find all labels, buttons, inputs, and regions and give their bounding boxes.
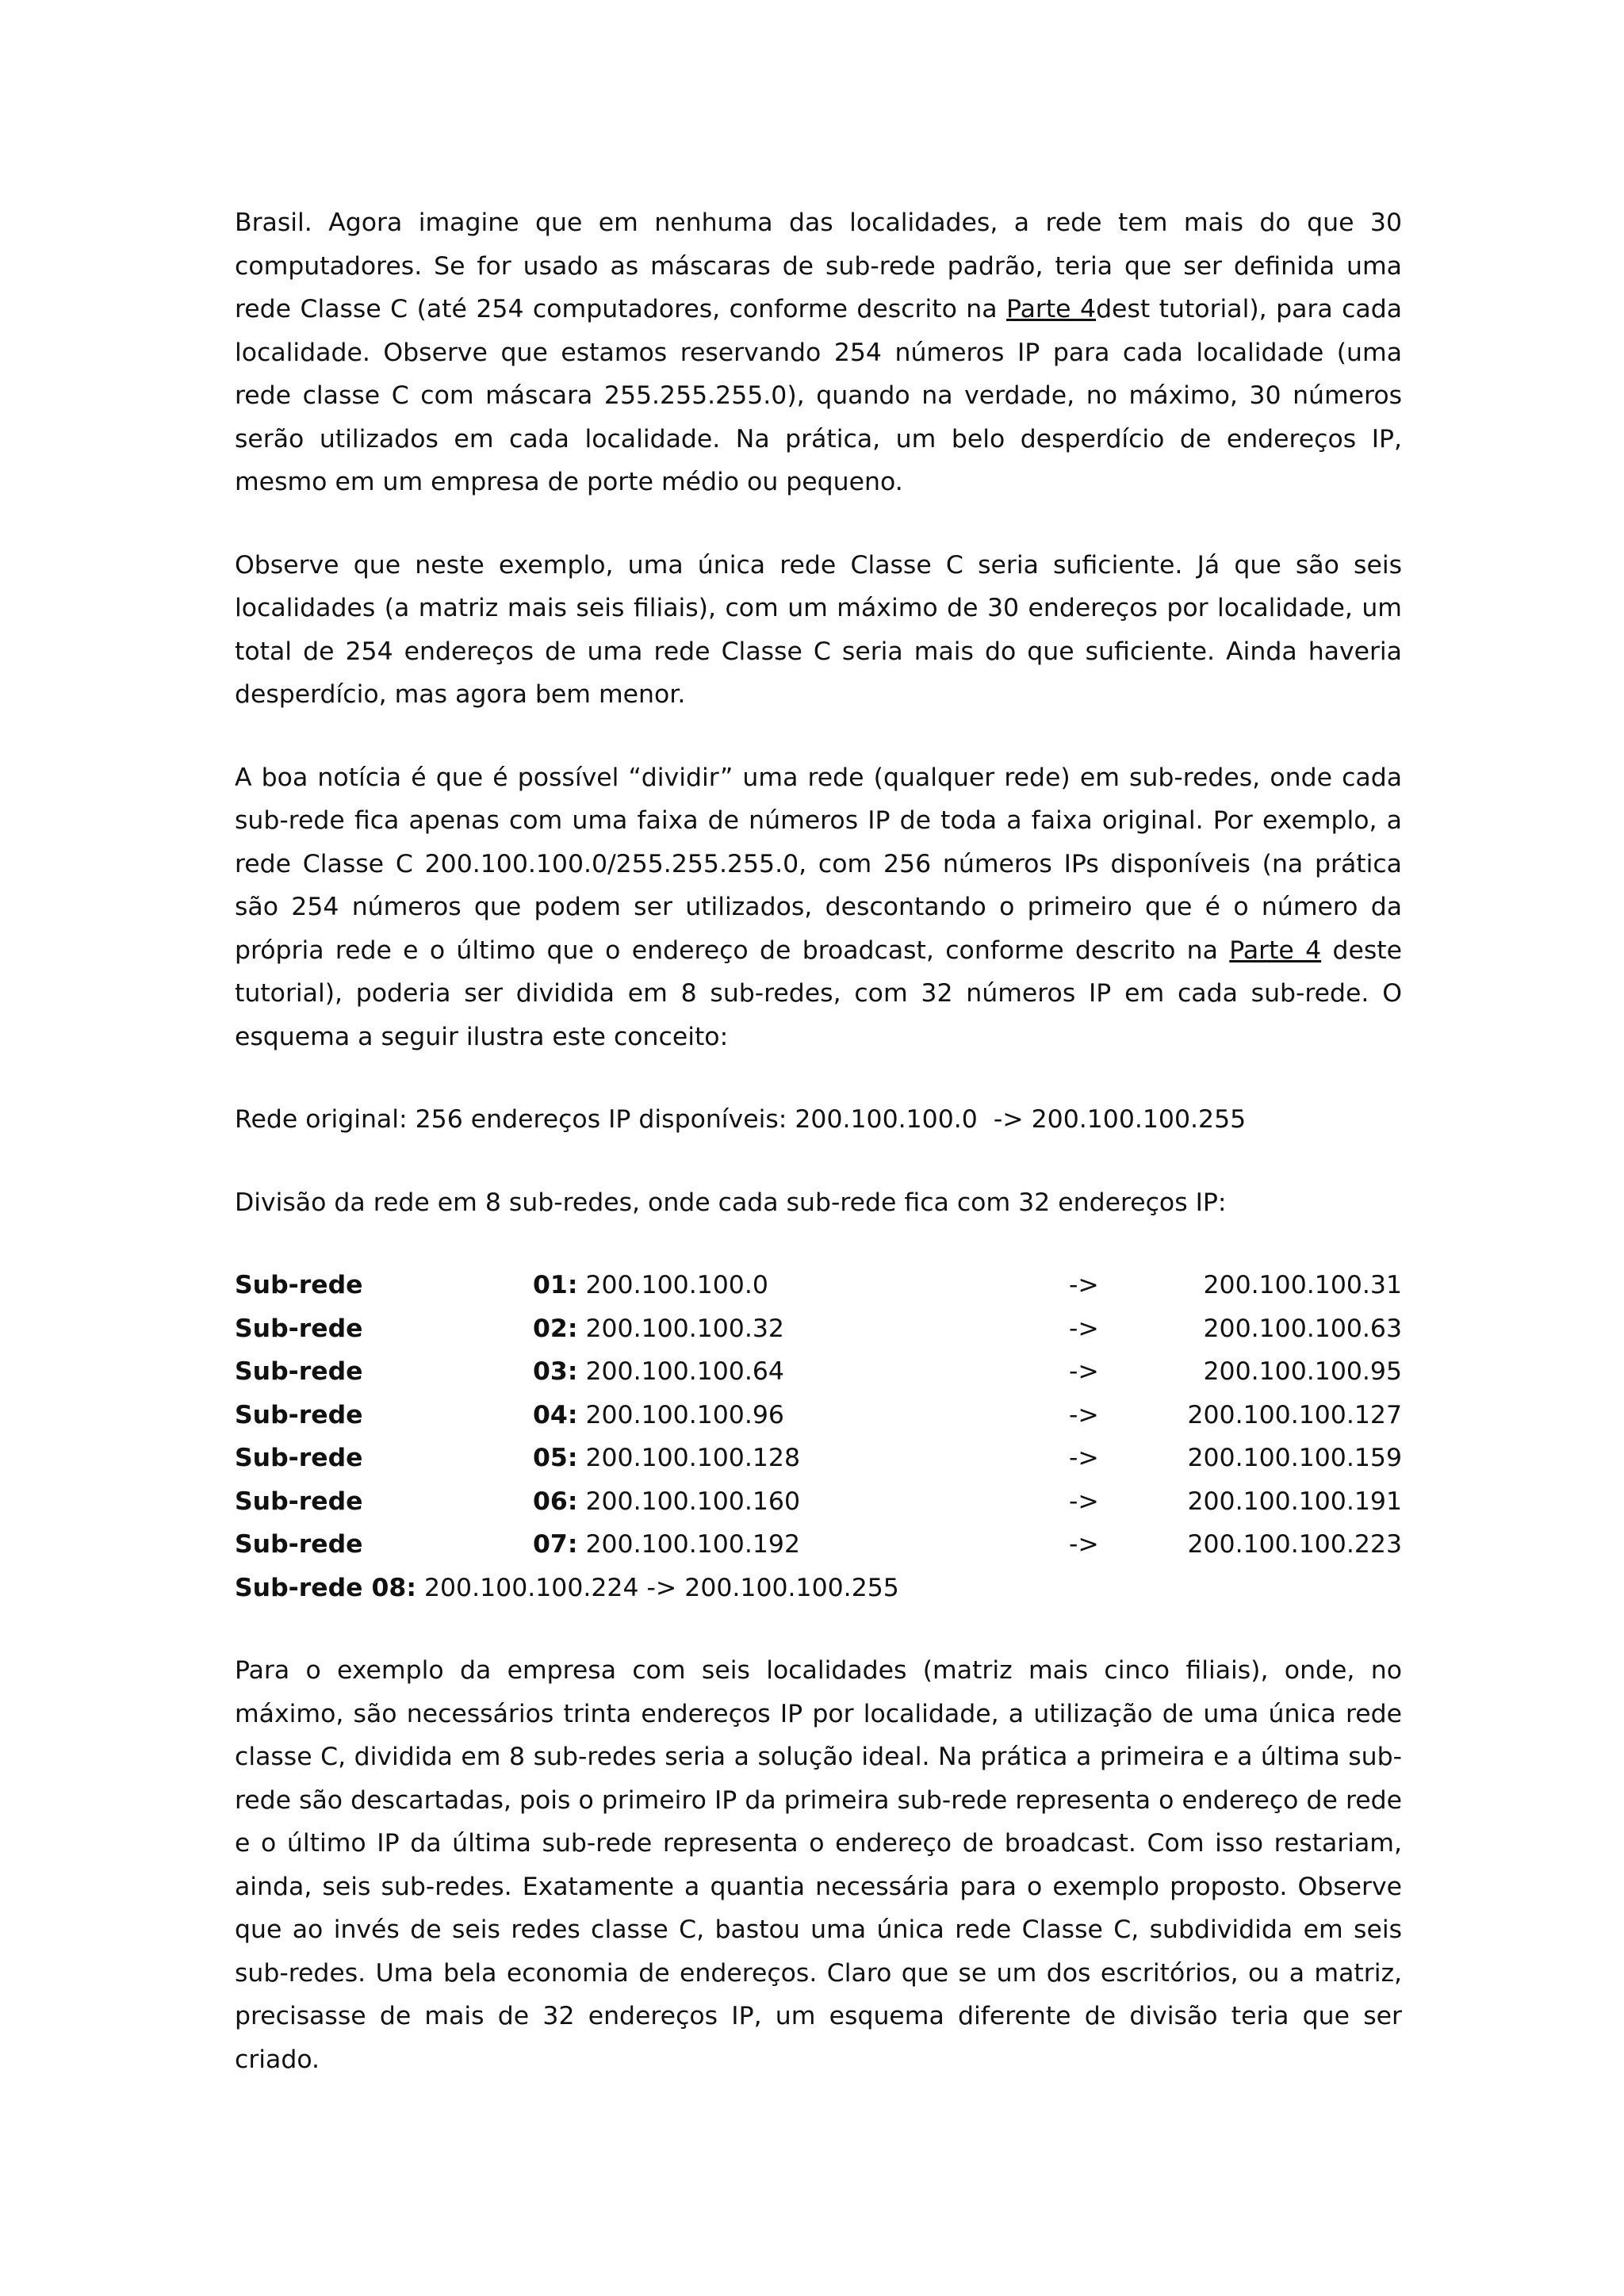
subnet-label: Sub-rede [235,1400,363,1429]
subnet-label: Sub-rede [235,1357,363,1386]
paragraph-subnet-concept [235,756,1402,1059]
original-network-line: Rede original: 256 endereços IP disponíveis: 200.100.100.0 -> 200.100.100.255 [235,1105,1247,1134]
subnet-number: 01: [533,1271,578,1299]
paragraph-subnet-text-b: deste tutorial), poderia ser dividida em 8 sub-redes, com 32 números IP em cada sub-rede. O esquema a seguir ilustra este conceito: [235,936,1402,1051]
subnet-arrow: -> [1069,1314,1099,1343]
subnet-end-ip: 200.100.100.191 [1187,1487,1402,1516]
subnet-start [533,1307,1069,1351]
subnet-start-ip: 200.100.100.96 [585,1400,784,1429]
subnet-start-ip: 200.100.100.128 [585,1444,800,1472]
subnet-label: Sub-rede 08: [235,1573,416,1602]
subnet-start [533,1480,1069,1524]
subnet-range: 200.100.100.224 -> 200.100.100.255 [423,1573,899,1602]
subnet-end-ip: 200.100.100.223 [1187,1530,1402,1559]
paragraph-intro-text-b: dest tutorial), para cada localidade. Observe que estamos reservando 254 números IP para cada localidade (uma rede classe C com máscara 255.255.255.0), quando na verdade, no máximo, 30 números serão utilizados em cada localidade. Na prática, um belo desperdício de endereços IP, mesmo em um empresa de porte médio ou pequeno. [235,295,1402,496]
subnet-start-ip: 200.100.100.32 [585,1314,784,1343]
subnet-start [533,1523,1069,1567]
subnet-arrow: -> [1069,1530,1099,1559]
subnet-number: 06: [533,1487,578,1516]
subnet-arrow: -> [1069,1357,1099,1386]
link-parte-4[interactable]: Parte 4 [1006,295,1097,323]
subnet-label: Sub-rede [235,1271,363,1299]
subnet-row [235,1523,1402,1567]
subnet-row [235,1307,1402,1351]
subnet-row [235,1480,1402,1524]
subnet-end-ip: 200.100.100.95 [1203,1357,1402,1386]
subnet-start-ip: 200.100.100.64 [585,1357,784,1386]
subnet-start-ip: 200.100.100.160 [585,1487,800,1516]
subnet-label: Sub-rede [235,1487,363,1516]
subnet-end-ip: 200.100.100.127 [1187,1400,1402,1429]
subnet-row [235,1437,1402,1480]
paragraph-intro [235,201,1402,504]
subnet-end-ip: 200.100.100.63 [1203,1314,1402,1343]
subnet-start-ip: 200.100.100.0 [585,1271,768,1299]
link-parte-4-second[interactable]: Parte 4 [1229,936,1322,965]
subnet-row [235,1264,1402,1307]
subnet-number: 05: [533,1444,578,1472]
subnet-start [533,1264,1069,1307]
paragraph-intro-text-a: Brasil. Agora imagine que em nenhuma das localidades, a rede tem mais do que 30 computadores. Se for usado as máscaras de sub-rede padrão, teria que ser definida uma rede Classe C (até 254 computadores, conforme descrito na [235,209,1402,323]
subnet-arrow: -> [1069,1400,1099,1429]
subnet-label: Sub-rede [235,1530,363,1559]
subnet-arrow: -> [1069,1444,1099,1472]
subnet-label: Sub-rede [235,1444,363,1472]
subnet-number: 04: [533,1400,578,1429]
subnet-row-08 [235,1567,1402,1610]
subnet-number: 02: [533,1314,578,1343]
paragraph-subnet-text-a: A boa notícia é que é possível “dividir” uma rede (qualquer rede) em sub-redes, onde cada sub-rede fica apenas com uma faixa de números IP de toda a faixa original. Por exemplo, a rede Classe C 200.100.100.0/255.255.255.0, com 256 números IPs disponíveis (na prática são 254 números que podem ser utilizados, descontando o primeiro que é o número da própria rede e o último que o endereço de broadcast, conforme descrito na [235,763,1402,965]
subnet-row [235,1394,1402,1437]
subnet-number: 03: [533,1357,578,1386]
subnet-start-ip: 200.100.100.192 [585,1530,800,1559]
subnet-start [533,1350,1069,1394]
document-page [235,201,1402,2121]
subnet-start [533,1437,1069,1480]
subnet-table [235,1264,1402,1609]
subnet-arrow: -> [1069,1487,1099,1516]
subnet-row [235,1350,1402,1394]
subnet-number: 07: [533,1530,578,1559]
subnet-start [533,1394,1069,1437]
paragraph-single-class-c: Observe que neste exemplo, uma única rede Classe C seria suficiente. Já que são seis localidades (a matriz mais seis filiais), com um máximo de 30 endereços por localidade, um total de 254 endereços de uma rede Classe C seria mais do que suficiente. Ainda haveria desperdício, mas agora bem menor. [235,550,1402,709]
subnet-label: Sub-rede [235,1314,363,1343]
subnet-arrow: -> [1069,1271,1099,1299]
division-intro-line: Divisão da rede em 8 sub-redes, onde cada sub-rede fica com 32 endereços IP: [235,1188,1227,1217]
subnet-end-ip: 200.100.100.159 [1187,1444,1402,1472]
subnet-end-ip: 200.100.100.31 [1203,1271,1402,1299]
paragraph-conclusion: Para o exemplo da empresa com seis localidades (matriz mais cinco filiais), onde, no máximo, são necessários trinta endereços IP por localidade, a utilização de uma única rede classe C, dividida em 8 sub-redes seria a solução ideal. Na prática a primeira e a última sub-rede são descartadas, pois o primeiro IP da primeira sub-rede representa o endereço de rede e o último IP da última sub-rede representa o endereço de broadcast. Com isso restariam, ainda, seis sub-redes. Exatamente a quantia necessária para o exemplo proposto. Observe que ao invés de seis redes classe C, bastou uma única rede Classe C, subdividida em seis sub-redes. Uma bela economia de endereços. Claro que se um dos escritórios, ou a matriz, precisasse de mais de 32 endereços IP, um esquema diferente de divisão teria que ser criado. [235,1656,1402,2074]
